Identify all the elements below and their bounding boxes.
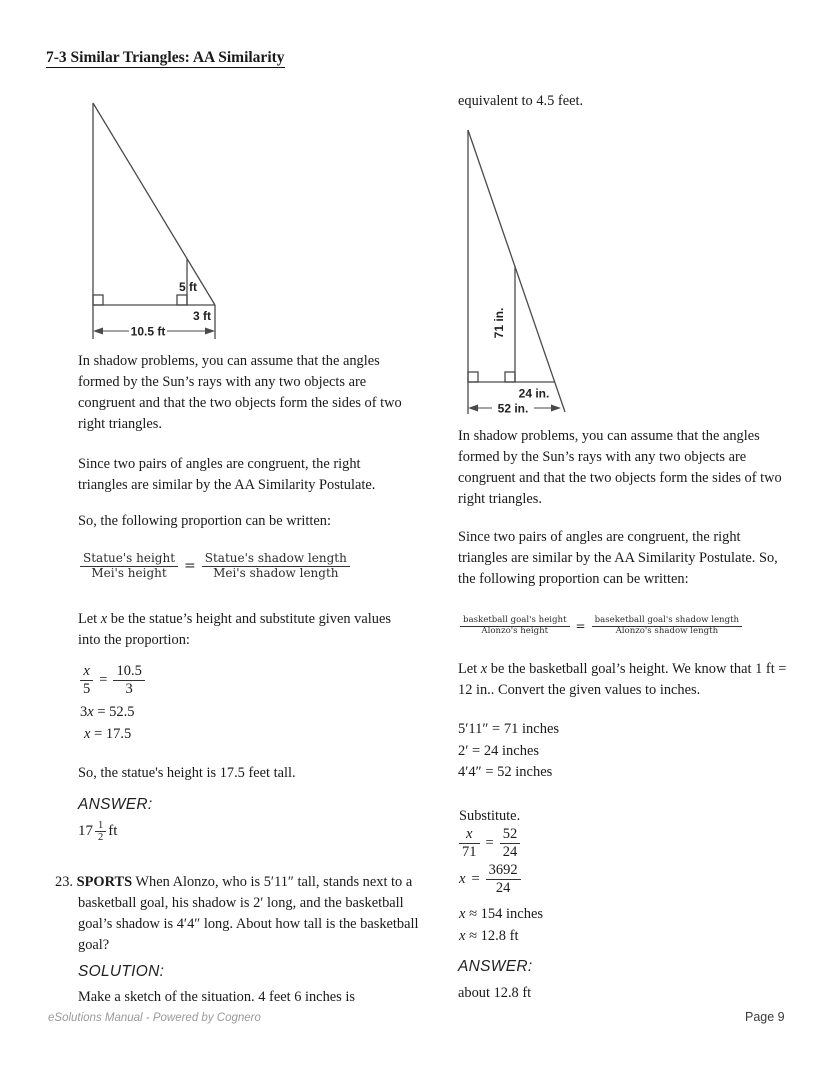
equation-feet: x ≈ 12.8 ft [459, 928, 519, 944]
base-label: 52 in. [497, 401, 529, 416]
substitute-label: Substitute. [459, 808, 521, 824]
fraction: $\frac{10.5}{3}$ [113, 663, 144, 697]
equation-substituted [459, 826, 520, 860]
conversion-line: 4′4″ = 52 inches [458, 764, 553, 780]
equation-solved: x = 17.5 [84, 726, 132, 742]
right-angle-mark [468, 372, 478, 382]
inner-base-label: 3 ft [193, 309, 211, 323]
fraction: $\frac{1}{2}$ [95, 820, 106, 843]
fraction: $\frac{x}{5}$ [80, 663, 93, 697]
fraction: $\frac{\text{baseketball goal's shadow length}}{\text{Alonzo's shadow length}}$ [592, 616, 742, 637]
conversion-line: 2′ = 24 inches [458, 742, 540, 759]
statue-proportion [80, 552, 350, 581]
equation-multiplied: x = $\frac{3692}{24}$ [459, 862, 521, 896]
fraction: $\frac{\text{Statue's shadow length}}{\text{Mei's shadow length}}$ [202, 552, 350, 581]
equals-sign: = [485, 834, 494, 851]
triangle-figure [85, 95, 235, 347]
unit-conversions [458, 719, 559, 784]
equation-inches: x ≈ 154 inches [459, 906, 544, 922]
equals-sign: = [99, 671, 108, 688]
triangle-figure [455, 125, 575, 417]
equation-cross-multiplied: 3x = 52.5 [80, 704, 135, 720]
equals-sign: = [184, 558, 196, 575]
solution-text: Make a sketch of the situation. 4 feet 6 inches is [78, 989, 355, 1005]
inner-height-label: 5 ft [179, 280, 197, 294]
answer-label: ANSWER: [78, 796, 153, 813]
answer-label: ANSWER: [458, 958, 533, 975]
variable-x: x [480, 661, 488, 677]
problem-number: 23. [55, 874, 73, 890]
aa-similarity-paragraph: Since two pairs of angles are congruent, the right triangles are similar by the AA Similarity Postulate. [78, 456, 376, 493]
proportion-intro: So, the following proportion can be written: [78, 513, 331, 529]
aa-similarity-paragraph: Since two pairs of angles are congruent, the right triangles are similar by the AA Similarity Postulate. So, the following proportion can be written: [458, 529, 778, 587]
base-label: 10.5 ft [130, 324, 166, 339]
inner-base-label: 24 in. [518, 386, 550, 401]
equation-proportion-values [80, 663, 145, 697]
fraction: $\frac{\text{basketball goal's height}}{\text{Alonzo's height}}$ [460, 616, 570, 637]
fraction: $\frac{52}{24}$ [500, 826, 521, 860]
statue-shadow-diagram [85, 95, 235, 352]
problem-keyword: SPORTS [76, 874, 133, 890]
page-number: Page 9 [745, 1010, 785, 1024]
continued-text: equivalent to 4.5 feet. [458, 93, 584, 109]
equals-sign: = [471, 870, 480, 887]
page-title: 7-3 Similar Triangles: AA Similarity [46, 49, 285, 66]
basketball-goal-shadow-diagram [455, 125, 575, 422]
variable-x: x [100, 611, 108, 627]
basketball-proportion [460, 616, 742, 637]
shadow-explanation-paragraph: In shadow problems, you can assume that the angles formed by the Sun’s rays with any two objects are congruent and that the two objects form the sides of two right triangles. [78, 353, 402, 432]
inner-height-label: 71 in. [492, 307, 506, 339]
answer-value: 17 $\frac{1}{2}$ ft [78, 820, 118, 844]
right-angle-mark [93, 295, 103, 305]
fraction: $\frac{3692}{24}$ [486, 862, 521, 896]
footer-branding: eSolutions Manual - Powered by Cognero [48, 1012, 261, 1024]
let-statement: Let x be the statue’s height and substitute given values into the proportion: [78, 611, 391, 648]
conclusion-text: So, the statue's height is 17.5 feet tall. [78, 765, 296, 781]
problem-23: 23. SPORTS When Alonzo, who is 5′11″ tall, stands next to a basketball goal, his shadow is 2′ long, and the basketball goal’s shadow is 4′4″ long. About how tall is the basketball goal? [55, 874, 419, 953]
equals-sign: = [575, 619, 586, 634]
solution-label: SOLUTION: [78, 963, 165, 980]
fraction: $\frac{x}{71}$ [459, 826, 480, 860]
let-statement: Let x be the basketball goal’s height. We know that 1 ft = 12 in.. Convert the given values to inches. [458, 661, 787, 698]
right-angle-mark [177, 295, 187, 305]
conversion-line: 5′11″ = 71 inches [458, 721, 560, 737]
shadow-explanation-paragraph: In shadow problems, you can assume that the angles formed by the Sun’s rays with any two objects are congruent and that the two objects form the sides of two right triangles. [458, 428, 782, 507]
fraction: $\frac{\text{Statue's height}}{\text{Mei's height}}$ [80, 552, 178, 581]
answer-value: about 12.8 ft [458, 985, 532, 1001]
right-angle-mark [505, 372, 515, 382]
